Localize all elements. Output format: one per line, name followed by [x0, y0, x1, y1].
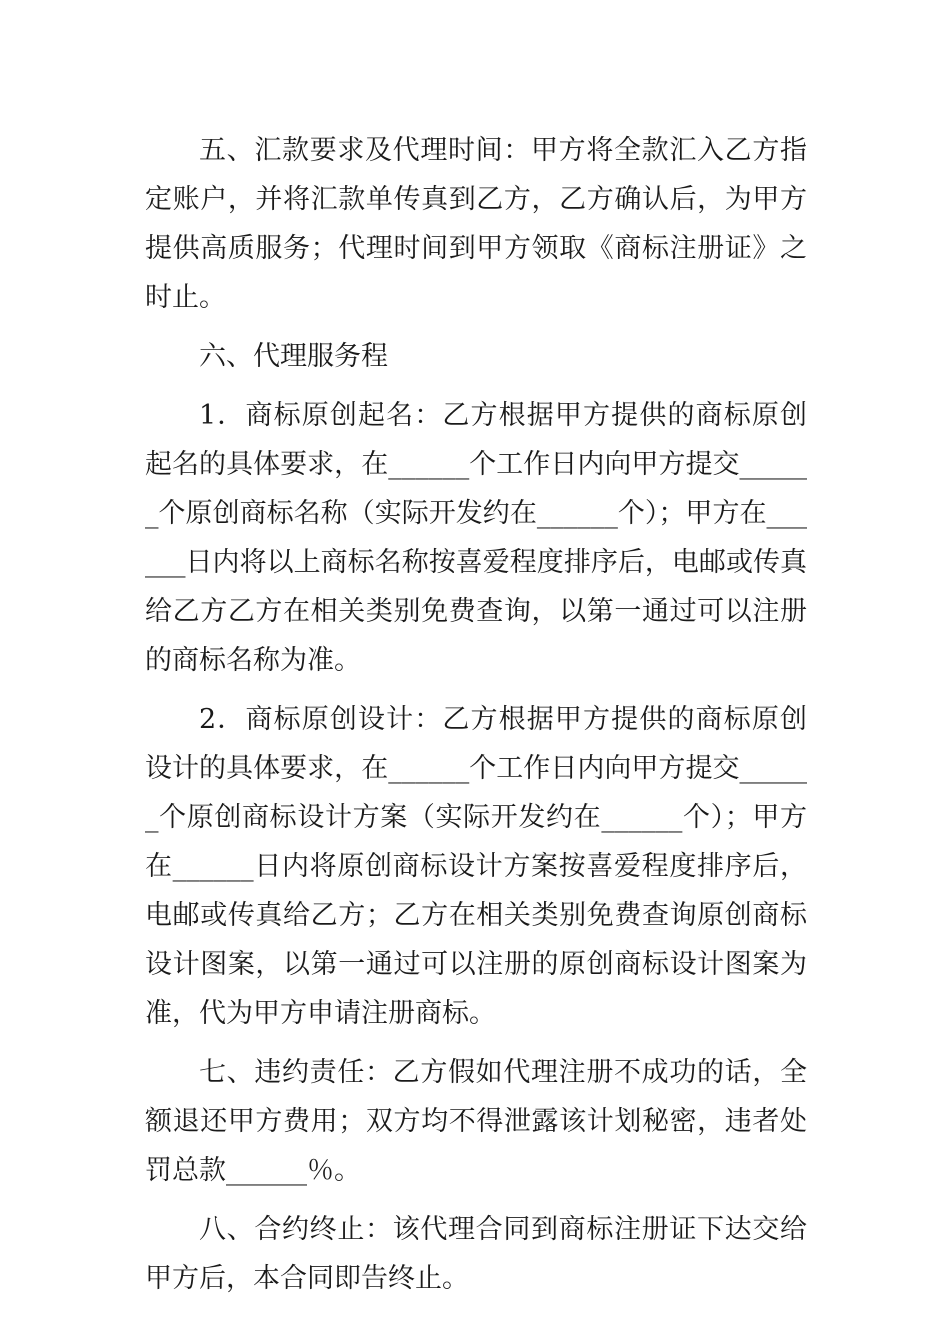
document-body [145, 126, 807, 1303]
paragraph-breach-liability: 七、违约责任：乙方假如代理注册不成功的话，全额退还甲方费用；双方均不得泄露该计划秘密，违者处罚总款______％。 [145, 1057, 807, 1186]
paragraph-original-design: 2．商标原创设计：乙方根据甲方提供的商标原创设计的具体要求，在______个工作日内向甲方提交______个原创商标设计方案（实际开发约在______个）；甲方在______日内将原创商标设计方案按喜爱程度排序后，电邮或传真给乙方；乙方在相关类别免费查询原创商标设计图案，以第一通过可以注册的原创商标设计图案为准，代为甲方申请注册商标。 [145, 704, 807, 1029]
paragraph-termination: 八、合约终止：该代理合同到商标注册证下达交给甲方后，本合同即告终止。 [145, 1214, 807, 1294]
paragraph-original-naming: 1．商标原创起名：乙方根据甲方提供的商标原创起名的具体要求，在______个工作日内向甲方提交______个原创商标名称（实际开发约在______个）；甲方在______日内将以上商标名称按喜爱程度排序后，电邮或传真给乙方乙方在相关类别免费查询，以第一通过可以注册的商标名称为准。 [145, 400, 807, 676]
paragraph-remittance: 五、汇款要求及代理时间：甲方将全款汇入乙方指定账户，并将汇款单传真到乙方，乙方确认后，为甲方提供高质服务；代理时间到甲方领取《商标注册证》之时止。 [145, 135, 807, 313]
paragraph-service-heading: 六、代理服务程 [199, 341, 388, 372]
